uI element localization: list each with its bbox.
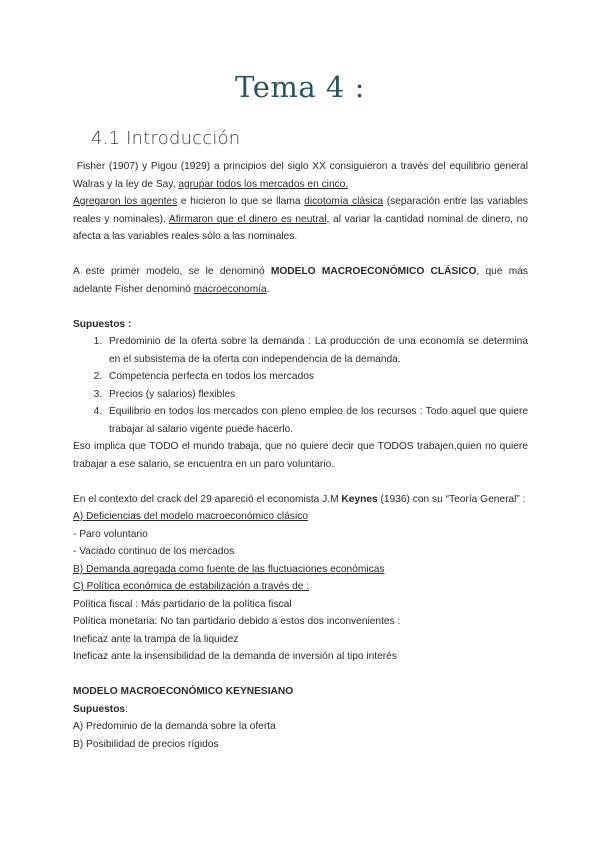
bold-text: Supuestos xyxy=(73,703,126,715)
keynesian-model-heading: MODELO MACROECONÓMICO KEYNESIANO xyxy=(73,686,294,697)
text-line: Política fiscal : Más partidario de la política fiscal xyxy=(73,598,292,610)
supuestos-label: Supuestos : xyxy=(73,318,132,330)
section-c-heading: C) Política económica de estabilización a través de : xyxy=(73,581,310,592)
spacer xyxy=(73,298,528,316)
text-run: : xyxy=(125,703,128,715)
text-line: - Vaciado continuo de los mercados xyxy=(73,546,235,557)
underlined-text: dicotomía clásica xyxy=(304,196,384,207)
underlined-text: macroeconomía xyxy=(193,283,267,295)
bold-text: MODELO MACROECONÓMICO CLÁSICO xyxy=(270,266,477,277)
section-a-heading: A) Deficiencias del modelo macroeconómico clásico xyxy=(73,511,308,522)
text-run: . xyxy=(266,283,270,295)
text-line: Ineficaz ante la insensibilidad de la demanda de inversión al tipo interés xyxy=(73,651,397,662)
underlined-text: Agregaron los agentes xyxy=(73,196,178,207)
supuestos-list xyxy=(73,333,528,438)
text-line: - Paro voluntario xyxy=(73,528,148,540)
text-run: (separación entre las variables reales y nominales). xyxy=(73,196,528,225)
section-heading: 4.1 Introducción xyxy=(91,128,241,149)
list-item: 2. Competencia perfecta en todos los mercados xyxy=(105,368,528,386)
page-title: Tema 4 : xyxy=(235,70,365,104)
bold-text: Keynes xyxy=(341,493,378,505)
text-run: (1936) con su “Teoría General” : xyxy=(377,493,526,505)
document-body xyxy=(73,158,528,753)
spacer xyxy=(73,666,528,684)
keynes-paragraph xyxy=(73,491,528,509)
classic-model-paragraph xyxy=(73,263,528,298)
text-run: e hicieron lo que se llama xyxy=(177,196,305,207)
text-run: En el contexto del crack del 29 apareció el economista J.M xyxy=(73,493,342,505)
list-item: 3. Precios (y salarios) flexibles xyxy=(105,386,528,404)
list-item: 1. Predominio de la oferta sobre la demanda : La producción de una economía se determina en el subsistema de la oferta con independencia de la demanda. xyxy=(105,333,528,368)
text-line: Política monetaria: No tan partidario debido a estos dos inconvenientes : xyxy=(73,616,401,627)
text-line: Ineficaz ante la trampa de la liquidez xyxy=(73,633,239,645)
spacer xyxy=(73,246,528,264)
text-run: , que más adelante Fisher denominó xyxy=(73,266,528,295)
text-line: A) Predominio de la demanda sobre la oferta xyxy=(73,721,276,732)
text-line: B) Posibilidad de precios rígidos xyxy=(73,738,219,750)
intro-paragraph xyxy=(73,158,528,246)
text-run: A este primer modelo, se le denominó xyxy=(73,266,271,277)
section-b-heading: B) Demanda agregada como fuente de las fluctuaciones económicas xyxy=(73,563,385,575)
underlined-text: Afirmaron que el dinero es neutral, xyxy=(168,213,330,225)
keynesian-supuestos-label xyxy=(73,701,528,719)
text-run: Fisher (1907) y Pigou (1929) a principios del siglo XX consiguieron a través del equilibrio general Walras y la ley de Say, xyxy=(73,161,528,190)
underlined-text: agrupar todos los mercados en cinco. xyxy=(178,178,349,190)
implication-paragraph: Eso implica que TODO el mundo trabaja, que no quiere decir que TODOS trabajen,quien no quiere trabajar a ese salario, se encuentra en un paro voluntario. xyxy=(73,441,528,470)
spacer xyxy=(73,473,528,491)
text-run: al variar la cantidad nominal de dinero, no afecta a las variables reales sólo a las nominales. xyxy=(73,213,528,242)
list-item: 4. Equilibrio en todos los mercados con pleno empleo de los recursos : Todo aquel que quiere trabajar al salario vigente puede hacerlo. xyxy=(105,403,528,438)
